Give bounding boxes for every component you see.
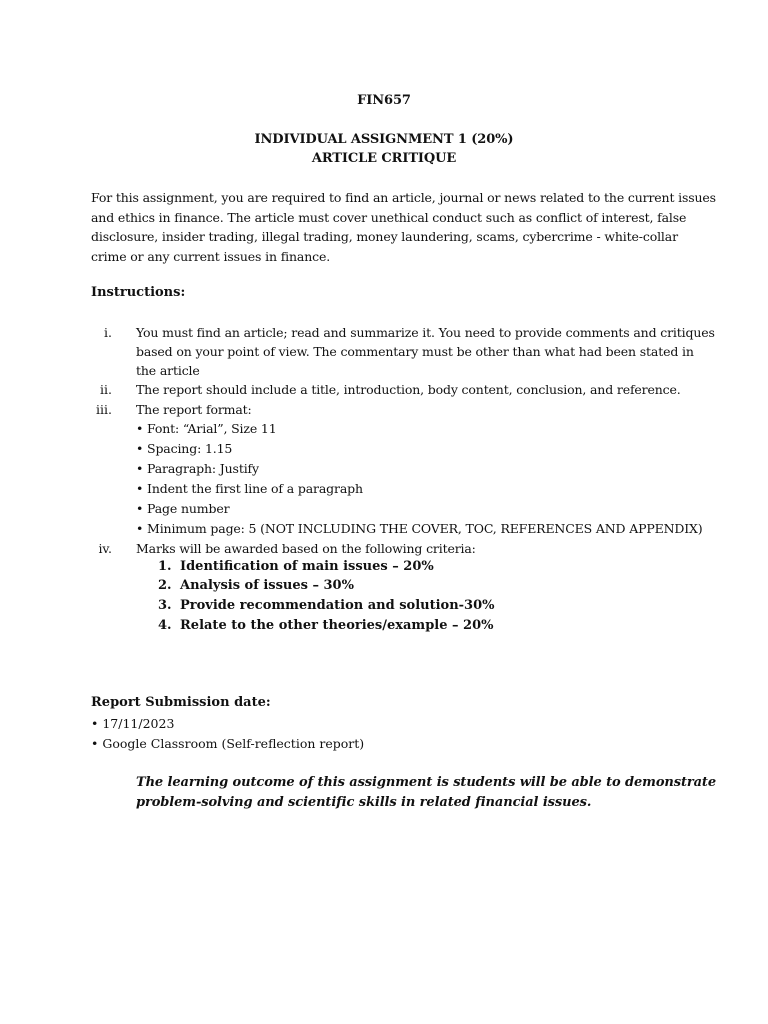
intro-paragraph bbox=[91, 188, 716, 266]
instruction-numeral: iii. bbox=[96, 402, 112, 417]
instruction-text: The report should include a title, introduction, body content, conclusion, and reference. bbox=[136, 382, 681, 397]
criteria-text: Relate to the other theories/example – 20% bbox=[180, 618, 494, 633]
format-bullet: • Minimum page: 5 (NOT INCLUDING THE COVER, TOC, REFERENCES AND APPENDIX) bbox=[136, 521, 703, 536]
criteria-number: 1. bbox=[158, 559, 172, 574]
assignment-title: INDIVIDUAL ASSIGNMENT 1 (20%) bbox=[254, 132, 514, 147]
submission-item: • Google Classroom (Self-reflection report) bbox=[91, 736, 365, 751]
criteria-item bbox=[158, 596, 495, 616]
course-code: FIN657 bbox=[357, 93, 411, 108]
criteria-text: Analysis of issues – 30% bbox=[180, 578, 354, 593]
instruction-text: The report format: bbox=[136, 402, 252, 417]
criteria-item bbox=[158, 616, 494, 636]
format-bullet: • Indent the first line of a paragraph bbox=[136, 481, 363, 496]
instruction-text: You must find an article; read and summarize it. You need to provide comments and critiques bbox=[136, 325, 715, 340]
criteria-number: 2. bbox=[158, 578, 172, 593]
learning-outcome-line: problem-solving and scientific skills in related financial issues. bbox=[136, 794, 592, 810]
intro-line: crime or any current issues in finance. bbox=[91, 248, 331, 264]
instruction-numeral: ii. bbox=[100, 382, 112, 397]
format-bullet: • Page number bbox=[136, 501, 230, 516]
submission-item: • 17/11/2023 bbox=[91, 716, 175, 731]
intro-line: For this assignment, you are required to find an article, journal or news related to the current issues bbox=[91, 190, 716, 205]
format-bullet: • Spacing: 1.15 bbox=[136, 441, 233, 456]
instructions-heading: Instructions: bbox=[91, 285, 186, 300]
submission-heading: Report Submission date: bbox=[91, 695, 271, 710]
intro-line: and ethics in finance. The article must cover unethical conduct such as conflict of interest, false bbox=[91, 209, 687, 225]
instruction-text: based on your point of view. The commentary must be other than what had been stated in bbox=[136, 344, 694, 359]
criteria-item bbox=[158, 576, 354, 596]
intro-line: disclosure, insider trading, illegal trading, money laundering, scams, cybercrime - white-collar bbox=[91, 229, 678, 244]
format-bullet: • Font: “Arial”, Size 11 bbox=[136, 421, 277, 436]
instruction-numeral: iv. bbox=[98, 541, 112, 556]
criteria-number: 3. bbox=[158, 598, 172, 613]
criteria-number: 4. bbox=[158, 618, 172, 633]
criteria-text: Provide recommendation and solution-30% bbox=[180, 598, 495, 613]
instruction-text: Marks will be awarded based on the following criteria: bbox=[136, 541, 476, 556]
format-bullet: • Paragraph: Justify bbox=[136, 461, 259, 476]
instruction-text: the article bbox=[136, 363, 200, 378]
instruction-numeral: i. bbox=[104, 325, 112, 340]
assignment-subtitle: ARTICLE CRITIQUE bbox=[311, 151, 457, 166]
criteria-item bbox=[158, 557, 434, 577]
learning-outcome bbox=[136, 773, 716, 812]
learning-outcome-line: The learning outcome of this assignment is students will be able to demonstrate bbox=[136, 775, 717, 790]
criteria-text: Identification of main issues – 20% bbox=[180, 559, 434, 574]
